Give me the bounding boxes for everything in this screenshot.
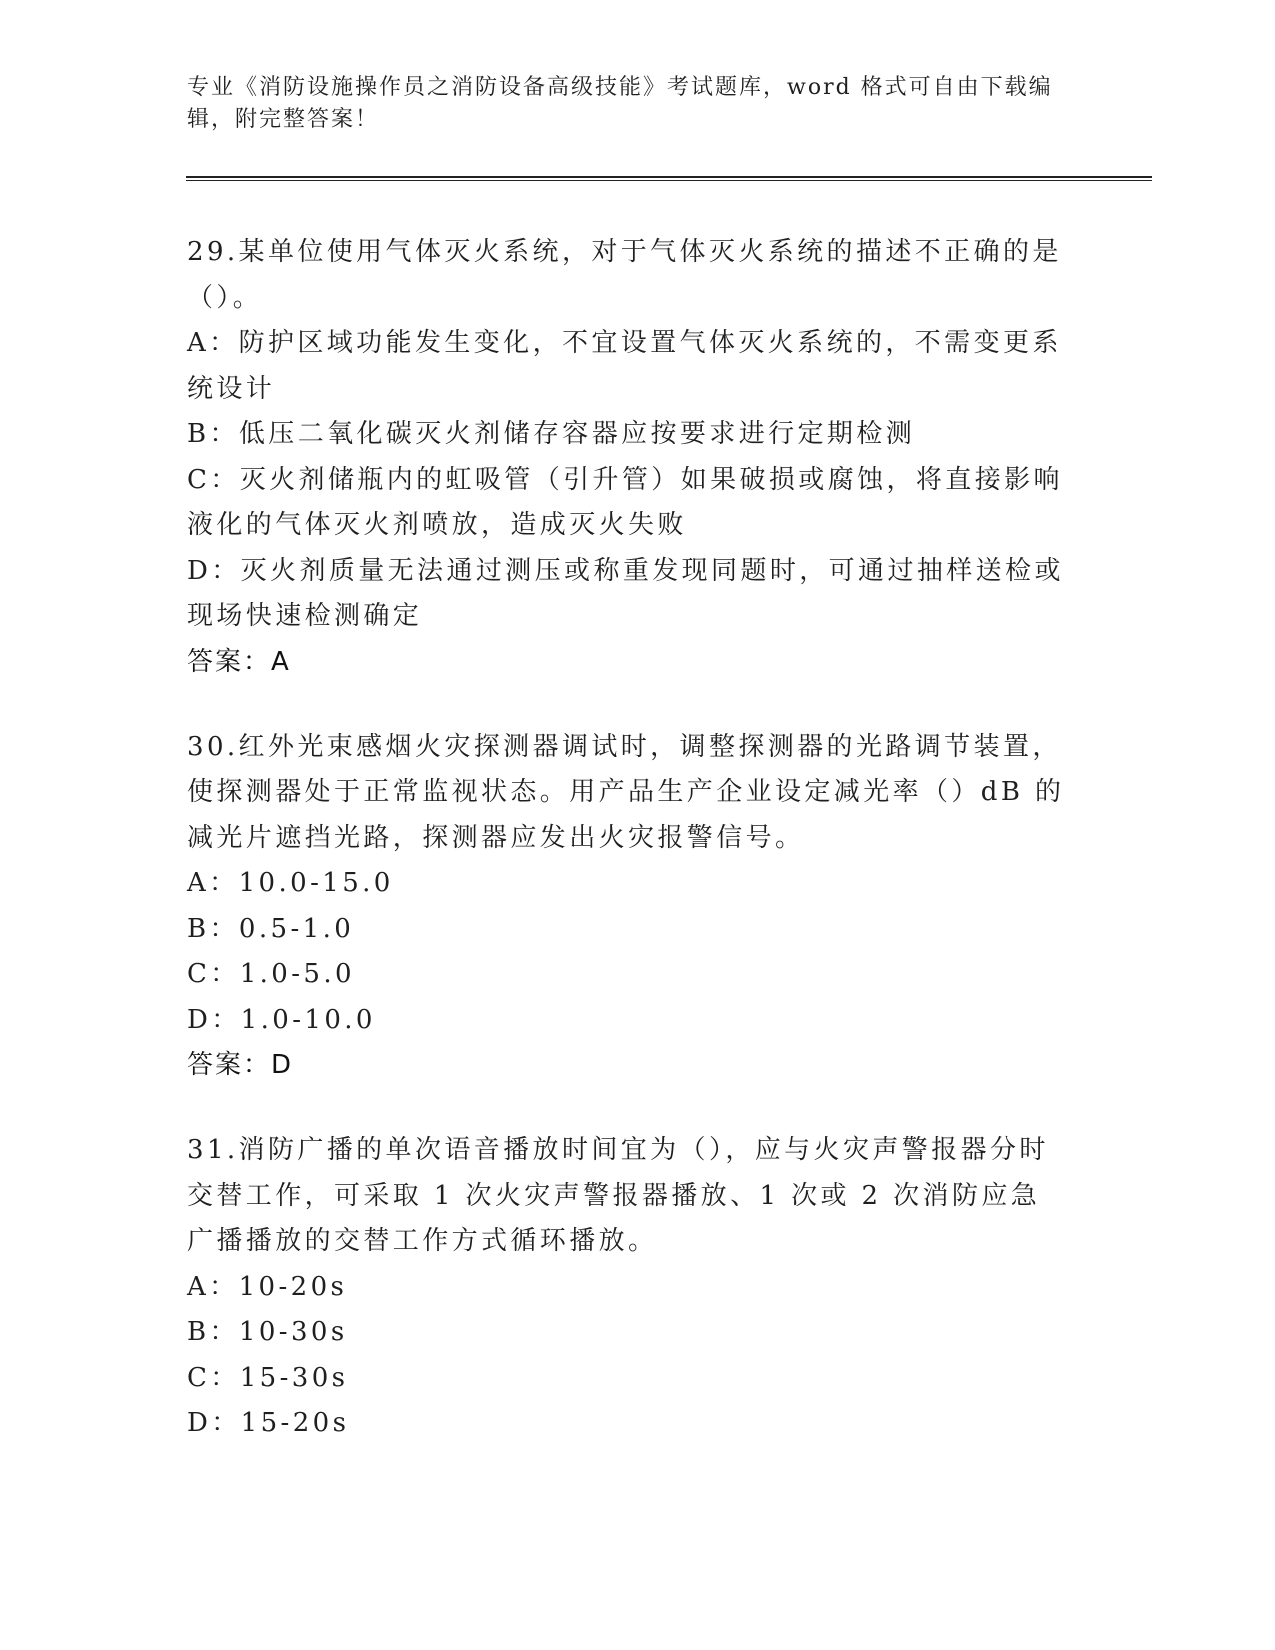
question-stem: 29.某单位使用气体灭火系统，对于气体灭火系统的描述不正确的是（）。 [187,237,1062,313]
question-list [187,230,1067,1447]
question-stem: 31.消防广播的单次语音播放时间宜为（），应与火灾声警报器分时交替工作，可采取 1 次火灾声警报器播放、1 次或 2 次消防应急广播播放的交替工作方式循环播放。 [187,1135,1049,1256]
answer: 答案：A [187,646,291,677]
header-text: 专业《消防设施操作员之消防设备高级技能》考试题库，word 格式可自由下载编辑，附完整答案！ [187,75,1053,132]
option-c: C：1.0-5.0 [187,959,355,989]
option-c: C：灭火剂储瓶内的虹吸管（引升管）如果破损或腐蚀，将直接影响液化的气体灭火剂喷放，造成灭火失败 [187,464,1063,540]
document-header [187,72,1067,136]
question-spacer [187,1088,1067,1128]
option-b: B：10-30s [187,1317,348,1347]
question-30 [187,725,1067,1089]
option-a: A：10.0-15.0 [187,868,394,898]
option-c: C：15-30s [187,1362,349,1393]
option-b: B：0.5-1.0 [187,913,355,944]
question-stem: 30.红外光束感烟火灾探测器调试时，调整探测器的光路调节装置，使探测器处于正常监视状态。用产品生产企业设定减光率（）dB 的减光片遮挡光路，探测器应发出火灾报警信号。 [187,731,1065,853]
option-d: D：1.0-10.0 [187,1004,376,1035]
question-31 [187,1128,1067,1447]
option-a: A：10-20s [187,1271,348,1302]
option-b: B：低压二氧化碳灭火剂储存容器应按要求进行定期检测 [187,419,916,449]
header-divider [186,176,1152,181]
answer: 答案：D [187,1050,294,1080]
question-29 [187,230,1067,685]
option-a: A：防护区域功能发生变化，不宜设置气体灭火系统的，不需变更系统设计 [187,328,1062,404]
question-spacer [187,685,1067,725]
option-d: D：灭火剂质量无法通过测压或称重发现同题时，可通过抽样送检或现场快速检测确定 [187,555,1064,631]
option-d: D：15-20s [187,1408,350,1438]
